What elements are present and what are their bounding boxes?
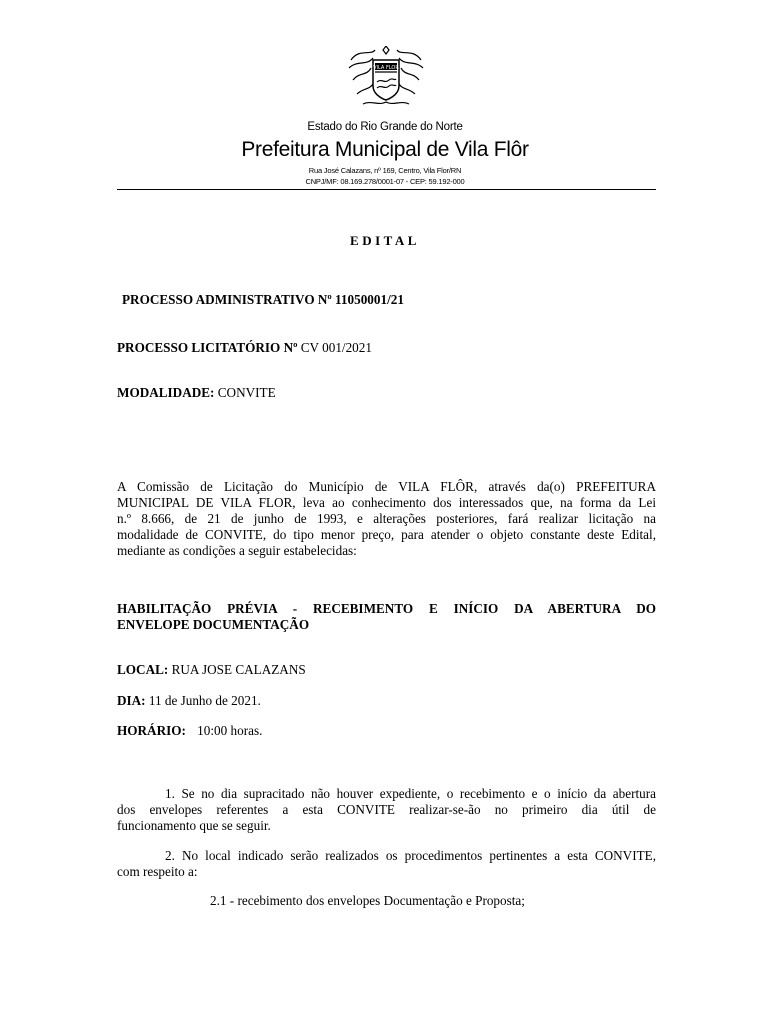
crest-motto: VILA FLOR (373, 65, 399, 71)
item-1-line: funcionamento que se seguir. (117, 818, 271, 833)
item-2-paragraph (117, 848, 656, 880)
local-label: LOCAL: (117, 662, 169, 677)
state-name: Estado do Rio Grande do Norte (307, 121, 463, 133)
item-2-line: 2. No local indicado serão realizados os procedimentos pertinentes a esta CONVITE, (165, 848, 656, 863)
modality-value: CONVITE (217, 385, 276, 400)
section-heading-line: ENVELOPE DOCUMENTAÇÃO (117, 617, 310, 632)
day-label: DIA: (117, 693, 146, 708)
item-1-paragraph (117, 786, 656, 834)
day (117, 693, 261, 709)
intro-line: modalidade de CONVITE, do tipo menor preço, para atender o objeto constante deste Edital, (117, 527, 656, 542)
item-2-1: 2.1 - recebimento dos envelopes Documentação e Proposta; (210, 893, 525, 908)
process-admin: PROCESSO ADMINISTRATIVO Nº 11050001/21 (122, 292, 404, 307)
prefecture-name: Prefeitura Municipal de Vila Flôr (241, 138, 529, 161)
prefecture-address: Rua José Calazans, nº 169, Centro, Vila Flor/RN (308, 166, 462, 175)
intro-paragraph (117, 479, 656, 559)
modality-label: MODALIDADE: (117, 385, 215, 400)
time-value: 10:00 horas. (197, 723, 263, 738)
municipal-coat-of-arms-icon (345, 46, 427, 110)
local-value: RUA JOSE CALAZANS (171, 662, 306, 677)
item-2-line: com respeito a: (117, 864, 198, 879)
prefecture-cnpj: CNPJ/MF: 08.169.278/0001-07 - CEP: 59.192-000 (305, 177, 465, 186)
document-title: EDITAL (350, 233, 420, 248)
item-1-line: 1. Se no dia supracitado não houver expediente, o recebimento e o início da abertura (165, 786, 656, 801)
process-licit-label: PROCESSO LICITATÓRIO Nº (117, 340, 298, 355)
section-heading (117, 601, 656, 633)
intro-line: n.º 8.666, de 21 de junho de 1993, e alterações posteriores, fará realizar licitação na (117, 511, 656, 526)
intro-line: MUNICIPAL DE VILA FLOR, leva ao conhecimento dos interessados que, na forma da Lei (117, 495, 656, 510)
section-heading-line: HABILITAÇÃO PRÉVIA - RECEBIMENTO E INÍCIO DA ABERTURA DO (117, 601, 656, 616)
process-licit-value: CV 001/2021 (300, 340, 372, 355)
day-value: 11 de Junho de 2021. (148, 693, 261, 708)
time-label: HORÁRIO: (117, 723, 186, 738)
header-divider (117, 189, 656, 190)
intro-line: mediante as condições a seguir estabelecidas: (117, 543, 357, 558)
local (117, 662, 306, 678)
item-1-line: dos envelopes referentes a esta CONVITE realizar-se-ão no primeiro dia útil de (117, 802, 656, 817)
time (117, 723, 262, 739)
intro-line: A Comissão de Licitação do Município de VILA FLÔR, através da(o) PREFEITURA (117, 479, 656, 494)
process-licit (117, 340, 372, 356)
modality (117, 385, 276, 401)
